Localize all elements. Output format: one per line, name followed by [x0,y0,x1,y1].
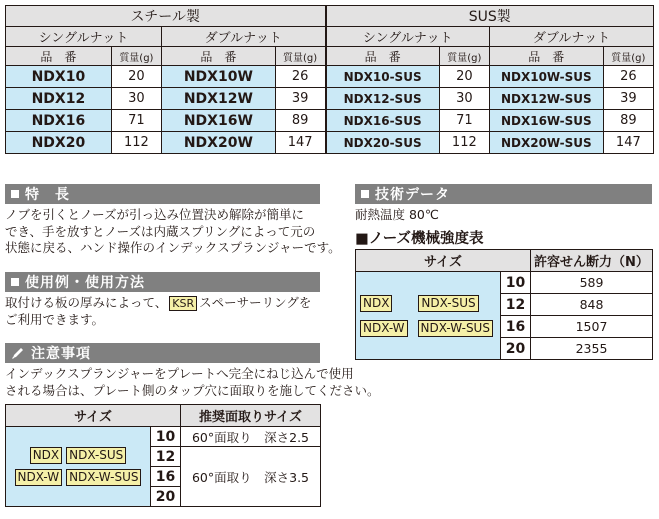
mass-value: 89 [275,110,325,132]
part-code: NDX10 [6,66,112,88]
spec-table [5,5,654,154]
mass-value: 112 [439,132,489,154]
part-code: NDX16-SUS [326,110,440,132]
shear-value: 848 [531,294,653,316]
steel-header: スチール製 [6,6,326,27]
model-tag: NDX-W [15,469,63,486]
features-title: 特 長 [25,187,70,203]
sus-double-header: ダブルナット [489,27,653,47]
mass-value: 26 [603,66,653,88]
part-code: NDX16W [162,110,276,132]
tech-title: 技術データ [375,187,450,203]
size-header: サイズ [6,405,181,427]
cautions-title: 注意事項 [31,346,91,362]
mass-value: 30 [111,88,161,110]
usage-line: 取付ける板の厚みによって、 [5,295,168,310]
part-code: NDX12W-SUS [489,88,603,110]
part-code: NDX12-SUS [326,88,440,110]
mass-value: 20 [111,66,161,88]
strength-title: ■ノーズ機械強度表 [355,231,484,247]
part-no-header: 品 番 [326,47,440,66]
part-code: NDX10W-SUS [489,66,603,88]
model-names-cell [6,427,151,507]
table-row [356,272,653,294]
features-line: ノブを引くとノーズが引っ込み位置決め解除が簡単に [5,207,305,222]
mass-value: 147 [603,132,653,154]
size-header: サイズ [356,250,531,272]
mass-value: 39 [603,88,653,110]
size-value: 10 [151,427,181,447]
part-code: NDX16W-SUS [489,110,603,132]
cautions-line: される場合は、プレート側のタップ穴に面取りを施してください。 [5,382,380,398]
heat-resistance: 耐熱温度 80℃ [355,207,439,222]
part-code: NDX12W [162,88,276,110]
part-code: NDX16 [6,110,112,132]
size-value: 20 [151,487,181,507]
size-value: 12 [151,447,181,467]
part-code: NDX12 [6,88,112,110]
usage-title: 使用例・使用方法 [25,275,145,291]
part-code: NDX20 [6,132,112,154]
table-row [6,66,654,88]
model-tag: NDX-SUS [418,295,478,312]
usage-section-header [5,272,320,292]
mass-value: 89 [603,110,653,132]
shear-header: 許容せん断力（N） [531,250,653,272]
square-icon [11,278,19,286]
part-code: NDX10-SUS [326,66,440,88]
model-tag: NDX [30,447,62,464]
size-value: 16 [151,467,181,487]
chamfer-value: 60°面取り 深さ2.5 [181,427,321,447]
mass-header: 質量(g) [283,52,318,64]
part-no-header: 品 番 [489,47,603,66]
model-tag: NDX-W-SUS [66,469,141,486]
size-value: 12 [501,294,531,316]
model-tag: NDX-SUS [66,447,126,464]
features-section-header [5,184,320,204]
usage-line: スペーサーリングを [199,295,312,310]
mass-value: 30 [439,88,489,110]
steel-single-header: シングルナット [6,27,162,47]
part-no-header: 品 番 [6,47,112,66]
part-code: NDX20-SUS [326,132,440,154]
table-row [6,88,654,110]
ksr-tag: KSR [169,296,197,311]
features-text [5,207,341,257]
sus-header: SUS製 [326,6,654,27]
mass-value: 20 [439,66,489,88]
square-icon [11,190,19,198]
chamfer-value: 60°面取り 深さ3.5 [181,447,321,507]
chamfer-header: 推奨面取りサイズ [181,405,321,427]
square-icon [361,190,369,198]
features-line: 状態に戻る、ハンド操作のインデックスプランジャーです。 [5,240,341,255]
size-value: 10 [501,272,531,294]
table-row [6,427,321,447]
size-value: 16 [501,316,531,338]
model-names-cell [356,272,501,360]
mass-value: 112 [111,132,161,154]
tech-section-header [355,184,652,204]
mass-value: 147 [275,132,325,154]
chamfer-table [5,404,321,507]
model-tag: NDX-W [360,320,408,337]
mass-value: 26 [275,66,325,88]
usage-text [5,295,311,328]
features-line: でき、手を放すとノーズは内蔵スプリングによって元の [5,223,316,239]
table-row [6,110,654,132]
part-code: NDX20W [162,132,276,154]
shear-value: 589 [531,272,653,294]
pencil-icon [11,346,25,360]
strength-table [355,249,653,360]
part-no-header: 品 番 [162,47,276,66]
sus-single-header: シングルナット [326,27,490,47]
part-code: NDX10W [162,66,276,88]
steel-double-header: ダブルナット [162,27,326,47]
model-tag: NDX-W-SUS [418,320,493,337]
table-row [6,132,654,154]
cautions-line: インデックスプランジャーをプレートへ完全にねじ込んで使用 [5,366,354,381]
cautions-section-header [5,343,320,363]
mass-value: 39 [275,88,325,110]
shear-value: 2355 [531,338,653,360]
size-value: 20 [501,338,531,360]
mass-header: 質量(g) [611,52,646,64]
part-code: NDX20W-SUS [489,132,603,154]
model-tag: NDX [360,295,392,312]
usage-line: ご利用できます。 [5,311,105,327]
mass-header: 質量(g) [447,52,482,64]
mass-header: 質量(g) [119,52,154,64]
mass-value: 71 [111,110,161,132]
shear-value: 1507 [531,316,653,338]
cautions-text [5,366,380,399]
mass-value: 71 [439,110,489,132]
